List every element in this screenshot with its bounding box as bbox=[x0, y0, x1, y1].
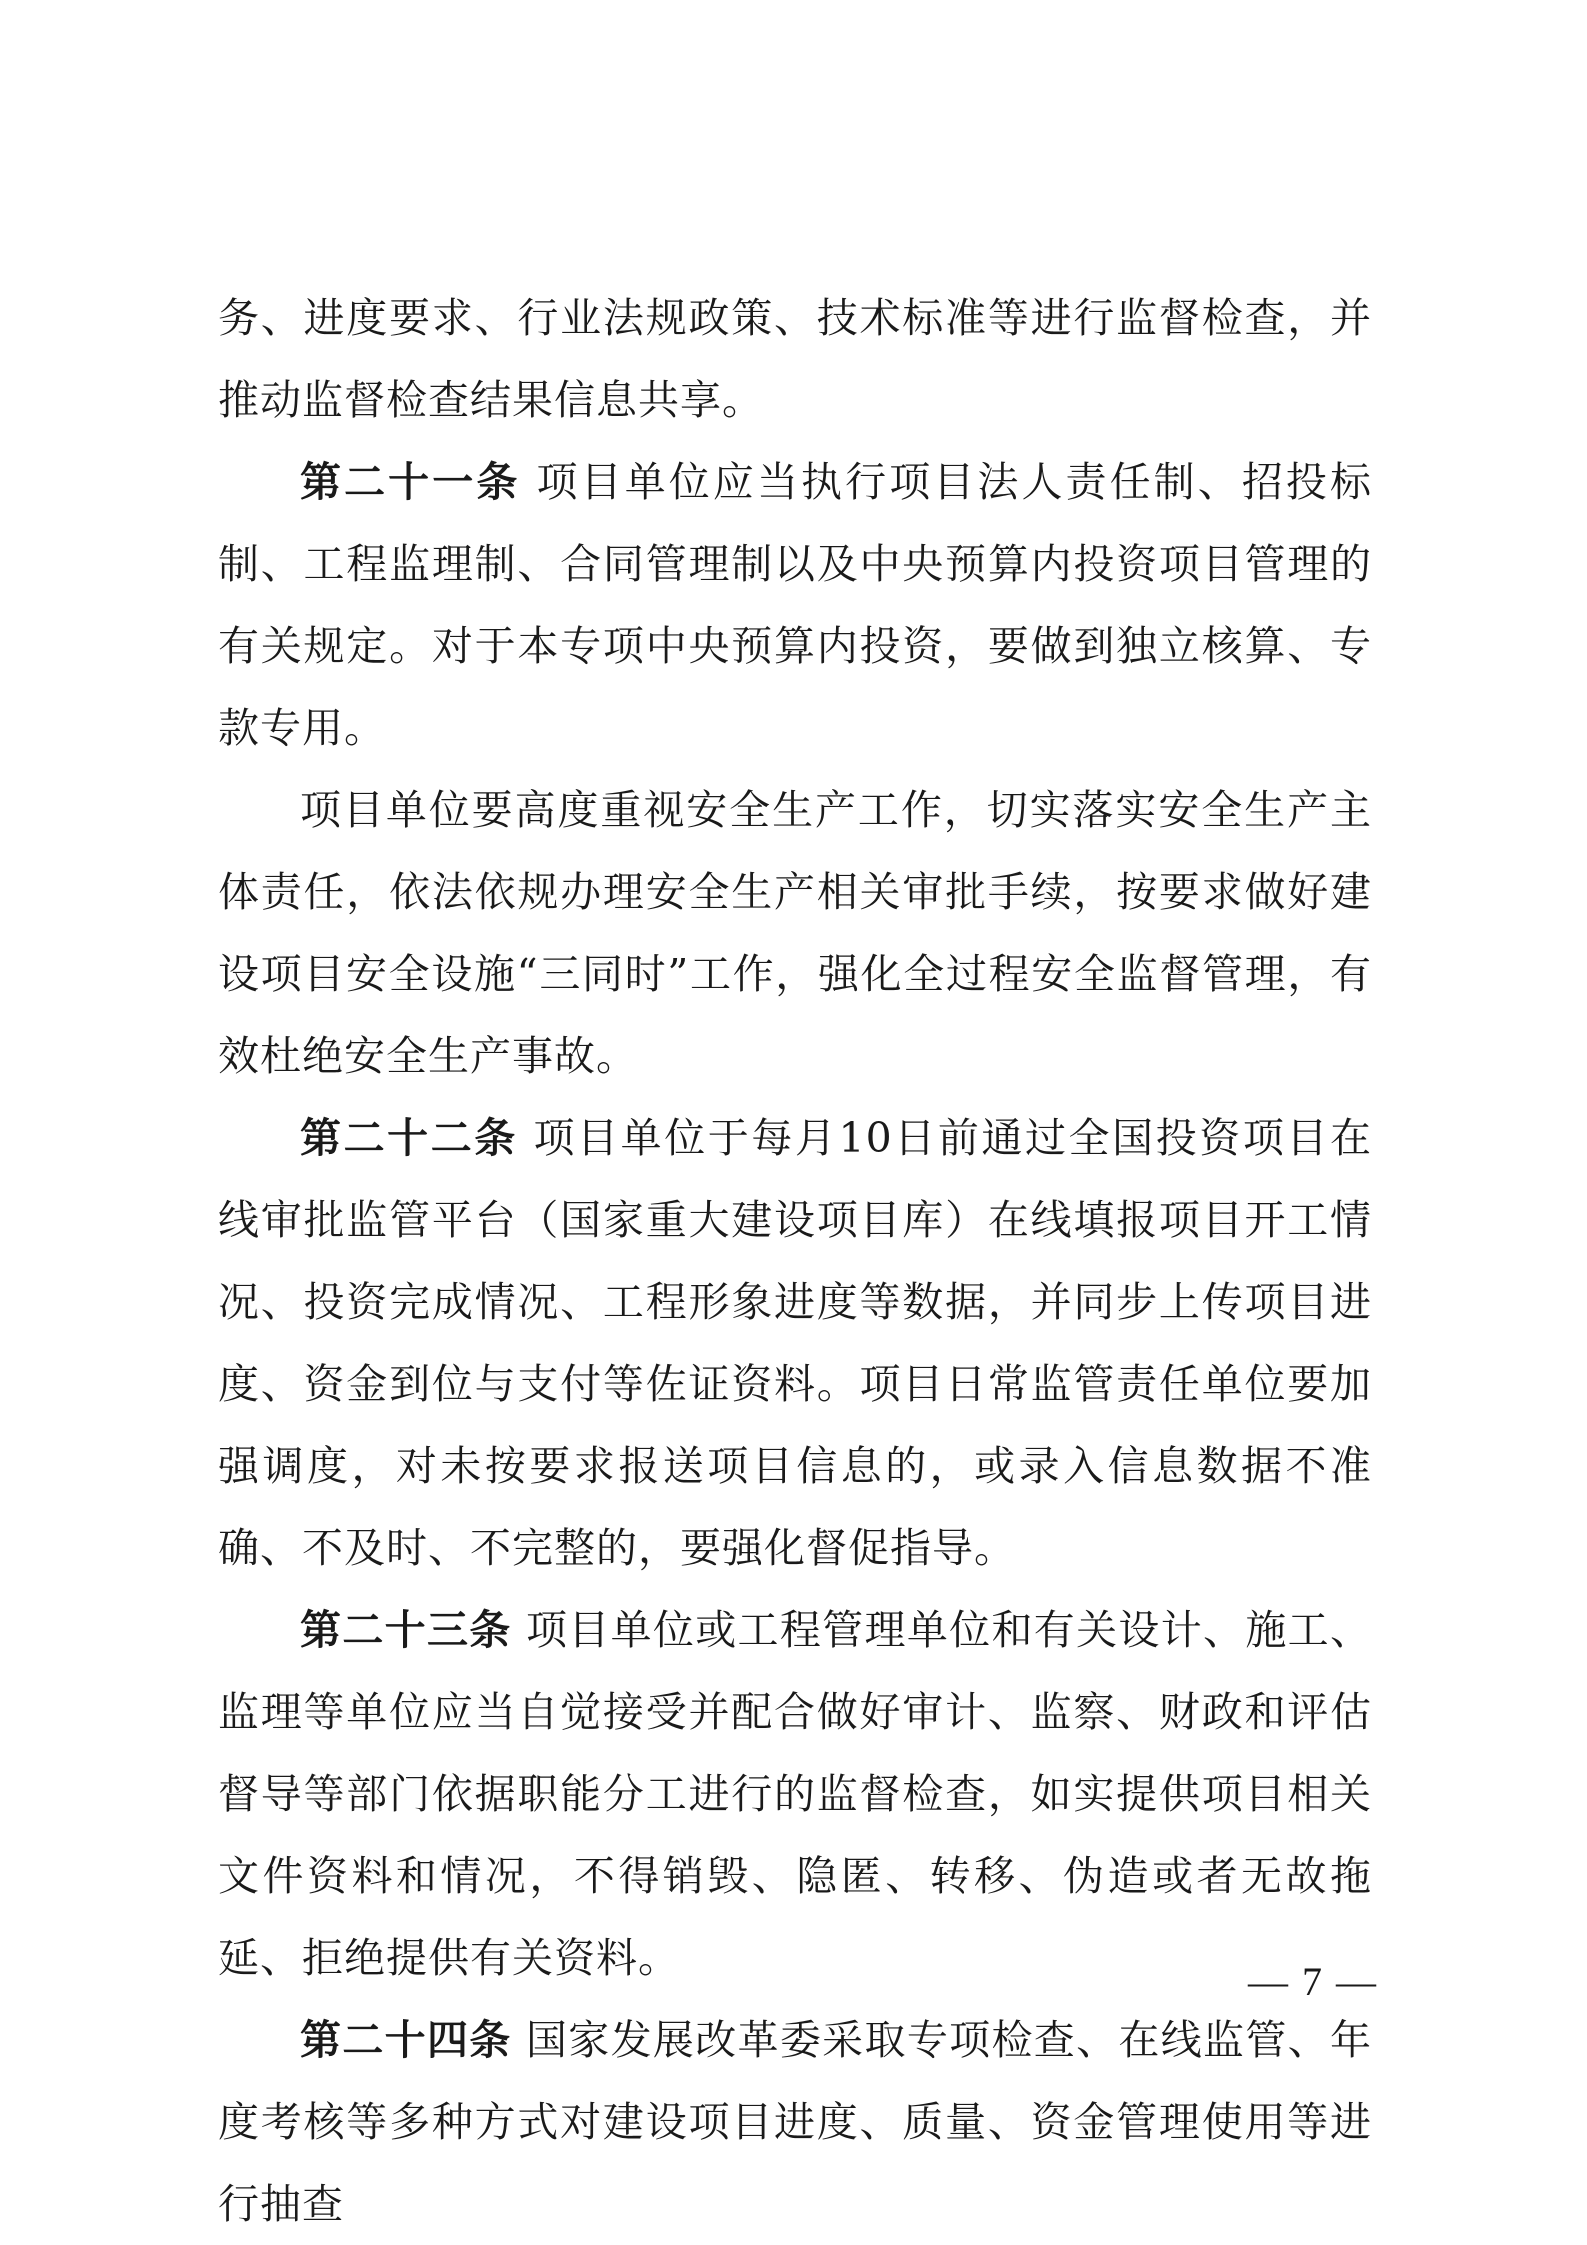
paragraph-text: 项目单位要高度重视安全生产工作，切实落实安全生产主体责任，依法依规办理安全生产相关审批手续，按要求做好建设项目安全设施“三同时”工作，强化全过程安全监督管理，有效杜绝安全生产事故。 bbox=[218, 786, 1372, 1080]
article-label: 第二十三条 bbox=[300, 1606, 512, 1654]
article-24 bbox=[218, 1999, 1372, 2245]
paragraph-text: 国家发展改革委采取专项检查、在线监管、年度考核等多种方式对建设项目进度、质量、资金管理使用等进行抽查 bbox=[218, 2016, 1372, 2228]
page-number: — 7 — bbox=[1248, 1959, 1378, 2004]
article-label: 第二十四条 bbox=[300, 2016, 512, 2064]
article-label: 第二十二条 bbox=[300, 1114, 518, 1162]
paragraph-safety bbox=[218, 769, 1372, 1097]
article-21 bbox=[218, 441, 1372, 769]
article-22 bbox=[218, 1097, 1372, 1589]
article-label: 第二十一条 bbox=[300, 458, 521, 506]
paragraph-text: 项目单位应当执行项目法人责任制、招投标制、工程监理制、合同管理制以及中央预算内投资项目管理的有关规定。对于本专项中央预算内投资，要做到独立核算、专款专用。 bbox=[218, 458, 1373, 752]
paragraph-continuation bbox=[218, 277, 1372, 441]
paragraph-text: 务、进度要求、行业法规政策、技术标准等进行监督检查，并推动监督检查结果信息共享。 bbox=[218, 294, 1372, 424]
article-23 bbox=[218, 1589, 1372, 1999]
paragraph-text: 项目单位或工程管理单位和有关设计、施工、监理等单位应当自觉接受并配合做好审计、监察、财政和评估督导等部门依据职能分工进行的监督检查，如实提供项目相关文件资料和情况，不得销毁、隐匿、转移、伪造或者无故拖延、拒绝提供有关资料。 bbox=[218, 1606, 1372, 1982]
body-text bbox=[218, 277, 1372, 2245]
paragraph-text: 项目单位于每月10日前通过全国投资项目在线审批监管平台（国家重大建设项目库）在线填报项目开工情况、投资完成情况、工程形象进度等数据，并同步上传项目进度、资金到位与支付等佐证资料。项目日常监管责任单位要加强调度，对未按要求报送项目信息的，或录入信息数据不准确、不及时、不完整的，要强化督促指导。 bbox=[218, 1114, 1372, 1572]
